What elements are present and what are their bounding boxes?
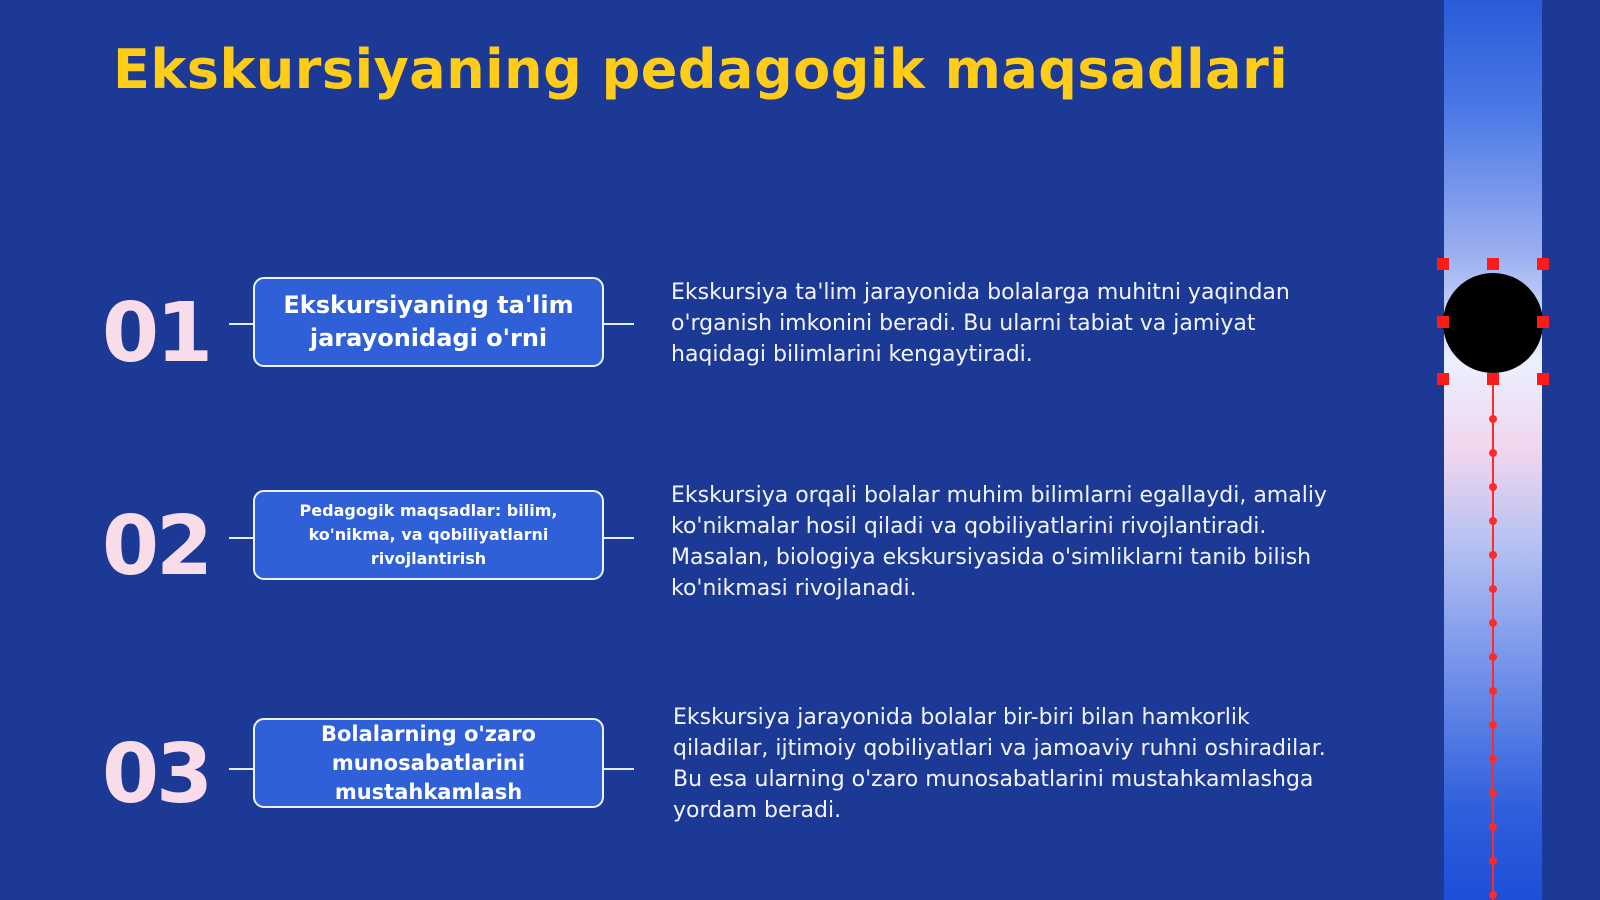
connector-line-right xyxy=(604,537,634,539)
motion-path-dot xyxy=(1489,687,1497,695)
resize-handle-right[interactable] xyxy=(1537,316,1549,328)
motion-path-dot xyxy=(1489,619,1497,627)
connector-line-right xyxy=(604,323,634,325)
motion-path-dot xyxy=(1489,551,1497,559)
resize-handle-bottom-left[interactable] xyxy=(1437,373,1449,385)
resize-handle-top-right[interactable] xyxy=(1537,258,1549,270)
item-number[interactable]: 01 xyxy=(102,286,211,381)
connector-line-left xyxy=(229,537,253,539)
item-label-box[interactable] xyxy=(253,490,604,580)
motion-path-dot xyxy=(1489,483,1497,491)
motion-path-dot xyxy=(1489,755,1497,763)
motion-path-dot xyxy=(1489,517,1497,525)
motion-path-dot xyxy=(1489,449,1497,457)
resize-handle-left[interactable] xyxy=(1437,316,1449,328)
resize-handle-top[interactable] xyxy=(1487,258,1499,270)
item-label: Bolalarning o'zaro munosabatlarini mustahkamlash xyxy=(320,721,536,804)
motion-path-dot xyxy=(1489,789,1497,797)
motion-path-dot xyxy=(1489,891,1497,899)
resize-handle-bottom-right[interactable] xyxy=(1537,373,1549,385)
motion-path-dot xyxy=(1489,857,1497,865)
item-number[interactable]: 03 xyxy=(102,727,211,822)
slide-title[interactable]: Ekskursiyaning pedagogik maqsadlari xyxy=(113,38,1289,101)
resize-handle-bottom[interactable] xyxy=(1487,373,1499,385)
connector-line-left xyxy=(229,768,253,770)
item-label: Ekskursiyaning ta'lim jarayonidagi o'rni xyxy=(283,291,574,352)
item-label: Pedagogik maqsadlar: bilim, ko'nikma, va qobiliyatlarni rivojlantirish xyxy=(299,501,558,568)
connector-line-right xyxy=(604,768,634,770)
selected-circle-shape[interactable] xyxy=(1443,273,1543,373)
item-description[interactable]: Ekskursiya orqali bolalar muhim bilimlarni egallaydi, amaliy ko'nikmalar hosil qiladi va qobiliyatlarini rivojlantiradi. Masalan, biologiya ekskursiyasida o'simliklarni tanib bilish ko'nikmasi rivojlanadi. xyxy=(671,483,1327,601)
connector-line-left xyxy=(229,323,253,325)
motion-path-dot xyxy=(1489,653,1497,661)
item-label-box[interactable] xyxy=(253,277,604,367)
item-label-box[interactable] xyxy=(253,718,604,808)
list-item xyxy=(0,705,1380,836)
item-description[interactable]: Ekskursiya ta'lim jarayonida bolalarga muhitni yaqindan o'rganish imkonini beradi. Bu ularni tabiat va jamiyat haqidagi bilimlarini kengaytiradi. xyxy=(671,280,1290,367)
item-description[interactable]: Ekskursiya jarayonida bolalar bir-biri bilan hamkorlik qiladilar, ijtimoiy qobiliyatlari va jamoaviy ruhni oshiradilar. Bu esa ularning o'zaro munosabatlarini mustahkamlashga yordam beradi. xyxy=(673,705,1326,823)
list-item xyxy=(0,483,1380,608)
motion-path-dot xyxy=(1489,823,1497,831)
resize-handle-top-left[interactable] xyxy=(1437,258,1449,270)
motion-path-dot xyxy=(1489,585,1497,593)
item-number[interactable]: 02 xyxy=(102,499,211,594)
motion-path-dot xyxy=(1489,415,1497,423)
motion-path-dot xyxy=(1489,721,1497,729)
list-item xyxy=(0,275,1380,395)
